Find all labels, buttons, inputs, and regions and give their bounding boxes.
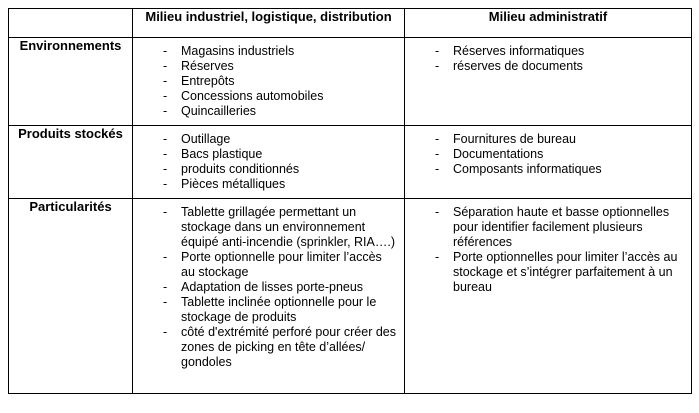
list-item: - Réserves informatiques <box>435 44 585 58</box>
list-item: - Bacs plastique <box>163 147 263 161</box>
bullet-dash: - <box>163 280 168 294</box>
bullet-dash: - <box>163 177 168 191</box>
header-administrative: Milieu administratif <box>405 9 692 38</box>
list-industrial-particularities <box>133 199 404 376</box>
list-item: - Séparation haute et basse optionnelles pour identifier facilement plusieurs références <box>435 205 670 249</box>
row-label-environments: Environnements <box>9 38 133 126</box>
bullet-dash: - <box>435 205 440 219</box>
bullet-dash: - <box>435 162 440 176</box>
list-item: - Magasins industriels <box>163 44 295 58</box>
list-item: - Concessions automobiles <box>163 89 324 103</box>
table-row-products <box>9 126 692 199</box>
list-admin-products <box>405 126 691 183</box>
bullet-dash: - <box>163 44 168 58</box>
list-item: - Tablette inclinée optionnelle pour le stockage de produits <box>163 295 377 324</box>
list-item: - réserves de documents <box>435 59 583 73</box>
comparison-table <box>8 8 692 394</box>
bullet-dash: - <box>163 74 168 88</box>
cell-industrial-particularities <box>133 199 405 394</box>
bullet-dash: - <box>163 295 168 309</box>
table-row-environments <box>9 38 692 126</box>
list-item: - Documentations <box>435 147 544 161</box>
list-item: - Composants informatiques <box>435 162 602 176</box>
cell-industrial-products <box>133 126 405 199</box>
cell-admin-products <box>405 126 692 199</box>
cell-industrial-environments <box>133 38 405 126</box>
row-label-particularities: Particularités <box>9 199 133 394</box>
list-item: - Porte optionnelles pour limiter l’accès au stockage et s’intégrer parfaitement à un bureau <box>435 250 678 294</box>
bullet-dash: - <box>163 89 168 103</box>
list-item: - Entrepôts <box>163 74 235 88</box>
list-item: - Porte optionnelle pour limiter l’accès au stockage <box>163 250 382 279</box>
header-row <box>9 9 692 38</box>
list-item: - Outillage <box>163 132 231 146</box>
header-industrial: Milieu industriel, logistique, distribution <box>133 9 405 38</box>
bullet-dash: - <box>163 59 168 73</box>
bullet-dash: - <box>435 147 440 161</box>
list-admin-environments <box>405 38 691 80</box>
bullet-dash: - <box>163 205 168 219</box>
bullet-dash: - <box>435 250 440 264</box>
list-industrial-environments <box>133 38 404 125</box>
row-label-products: Produits stockés <box>9 126 133 199</box>
bullet-dash: - <box>163 147 168 161</box>
bullet-dash: - <box>435 44 440 58</box>
list-admin-particularities <box>405 199 691 301</box>
cell-admin-environments <box>405 38 692 126</box>
bullet-dash: - <box>163 162 168 176</box>
header-empty-cell <box>9 9 133 38</box>
list-item: - Fournitures de bureau <box>435 132 576 146</box>
list-item: - Adaptation de lisses porte-pneus <box>163 280 364 294</box>
list-item: - Réserves <box>163 59 234 73</box>
list-item: - Tablette grillagée permettant un stockage dans un environnement équipé anti-incendie (sprinkler, RIA….) <box>163 205 395 249</box>
list-item: - produits conditionnés <box>163 162 300 176</box>
bullet-dash: - <box>163 104 168 118</box>
list-item: - Pièces métalliques <box>163 177 286 191</box>
list-item: - Quincailleries <box>163 104 257 118</box>
bullet-dash: - <box>163 132 168 146</box>
list-item: - côté d'extrémité perforé pour créer des zones de picking en tête d’allées/ gondoles <box>163 325 396 369</box>
bullet-dash: - <box>435 59 440 73</box>
table-row-particularities <box>9 199 692 394</box>
cell-admin-particularities <box>405 199 692 394</box>
bullet-dash: - <box>163 250 168 264</box>
list-industrial-products <box>133 126 404 198</box>
bullet-dash: - <box>435 132 440 146</box>
bullet-dash: - <box>163 325 168 339</box>
